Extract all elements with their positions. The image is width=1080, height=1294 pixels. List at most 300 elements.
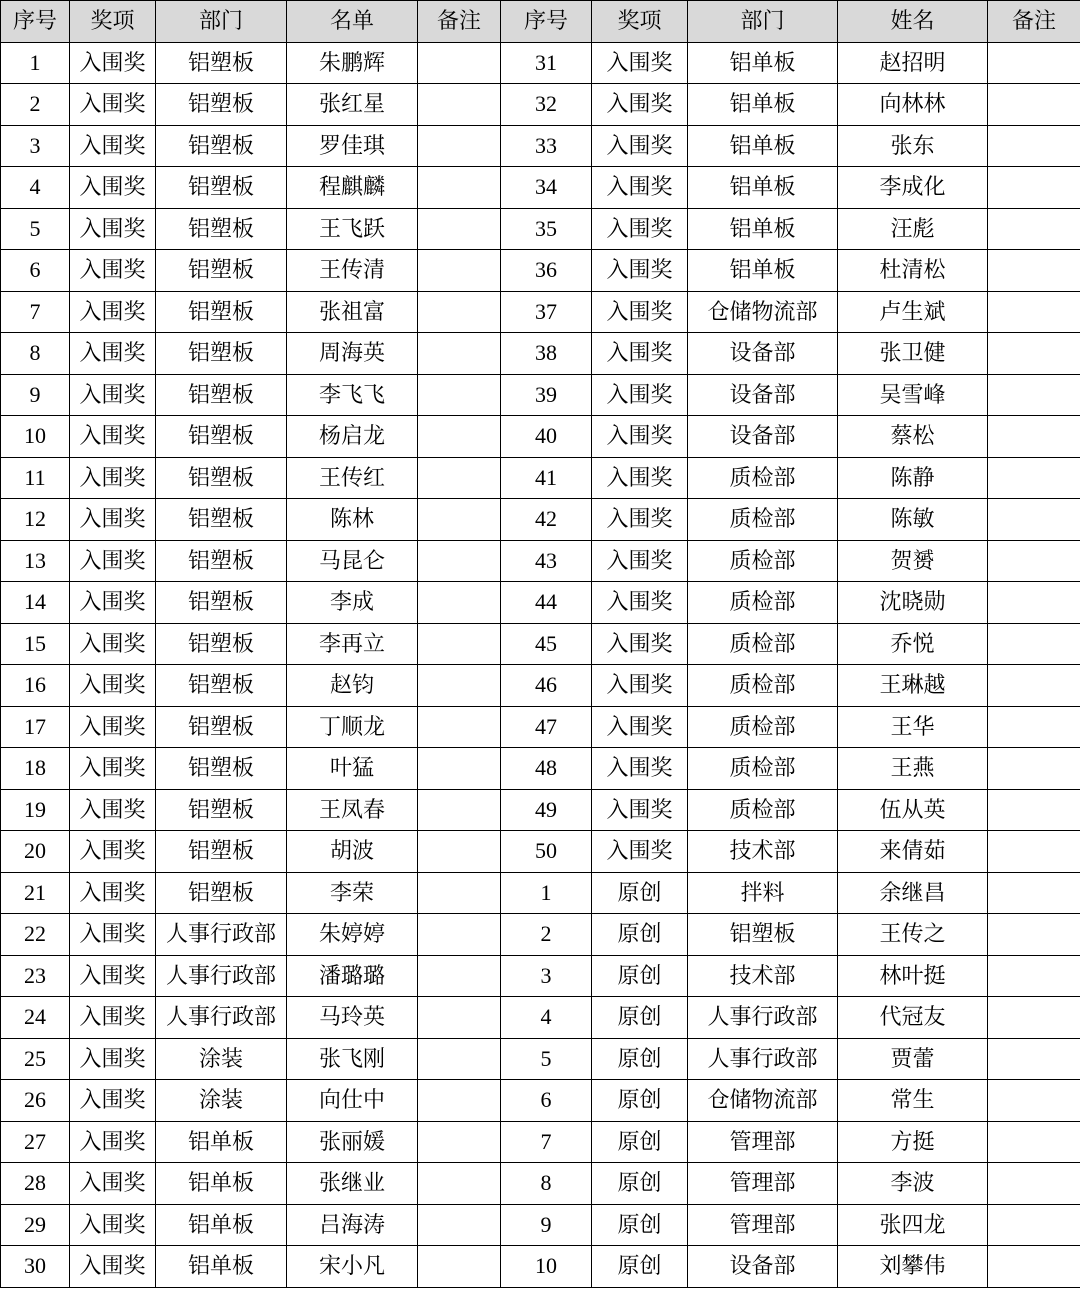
- cell-seq-right: 3: [501, 955, 592, 997]
- cell-note-left: [418, 914, 501, 956]
- cell-award-left: 入围奖: [70, 706, 156, 748]
- cell-award-left: 入围奖: [70, 208, 156, 250]
- cell-award-left: 入围奖: [70, 1038, 156, 1080]
- cell-name-right: 常生: [838, 1080, 988, 1122]
- cell-award-left: 入围奖: [70, 1121, 156, 1163]
- cell-note-left: [418, 84, 501, 126]
- cell-seq-left: 24: [1, 997, 70, 1039]
- table-row: [1, 955, 1080, 997]
- cell-seq-right: 48: [501, 748, 592, 790]
- cell-name-left: 潘璐璐: [287, 955, 418, 997]
- cell-seq-left: 11: [1, 457, 70, 499]
- cell-name-right: 伍从英: [838, 789, 988, 831]
- cell-name-left: 向仕中: [287, 1080, 418, 1122]
- cell-name-right: 贺赟: [838, 540, 988, 582]
- cell-name-right: 陈静: [838, 457, 988, 499]
- cell-seq-left: 14: [1, 582, 70, 624]
- cell-note-left: [418, 457, 501, 499]
- cell-dept-right: 质检部: [688, 748, 838, 790]
- cell-note-right: [988, 1246, 1080, 1288]
- cell-note-left: [418, 416, 501, 458]
- cell-dept-right: 铝单板: [688, 84, 838, 126]
- cell-award-right: 入围奖: [592, 748, 688, 790]
- cell-seq-right: 49: [501, 789, 592, 831]
- cell-dept-right: 技术部: [688, 955, 838, 997]
- cell-note-right: [988, 167, 1080, 209]
- cell-name-right: 张四龙: [838, 1204, 988, 1246]
- cell-name-right: 李成化: [838, 167, 988, 209]
- cell-name-left: 程麒麟: [287, 167, 418, 209]
- cell-note-left: [418, 208, 501, 250]
- table-row: [1, 582, 1080, 624]
- cell-dept-right: 管理部: [688, 1121, 838, 1163]
- cell-dept-left: 铝塑板: [156, 665, 287, 707]
- cell-dept-right: 质检部: [688, 623, 838, 665]
- cell-dept-right: 管理部: [688, 1204, 838, 1246]
- cell-seq-left: 18: [1, 748, 70, 790]
- cell-award-right: 原创: [592, 872, 688, 914]
- cell-award-left: 入围奖: [70, 84, 156, 126]
- cell-dept-left: 人事行政部: [156, 955, 287, 997]
- cell-seq-left: 25: [1, 1038, 70, 1080]
- cell-name-left: 李荣: [287, 872, 418, 914]
- table-row: [1, 1121, 1080, 1163]
- cell-dept-left: 铝塑板: [156, 499, 287, 541]
- cell-note-right: [988, 1163, 1080, 1205]
- cell-dept-left: 铝塑板: [156, 416, 287, 458]
- cell-name-left: 张红星: [287, 84, 418, 126]
- table-row: [1, 914, 1080, 956]
- cell-award-right: 原创: [592, 1121, 688, 1163]
- cell-dept-left: 铝塑板: [156, 84, 287, 126]
- cell-dept-left: 铝塑板: [156, 872, 287, 914]
- cell-dept-left: 铝单板: [156, 1163, 287, 1205]
- cell-note-right: [988, 789, 1080, 831]
- cell-dept-left: 铝塑板: [156, 374, 287, 416]
- cell-name-right: 李波: [838, 1163, 988, 1205]
- cell-award-right: 入围奖: [592, 208, 688, 250]
- cell-award-left: 入围奖: [70, 623, 156, 665]
- cell-award-right: 原创: [592, 1038, 688, 1080]
- cell-name-left: 李再立: [287, 623, 418, 665]
- cell-award-right: 入围奖: [592, 499, 688, 541]
- cell-dept-right: 铝单板: [688, 125, 838, 167]
- cell-dept-right: 铝单板: [688, 208, 838, 250]
- header-dept-left: 部门: [156, 1, 287, 43]
- cell-seq-right: 35: [501, 208, 592, 250]
- cell-seq-left: 30: [1, 1246, 70, 1288]
- cell-dept-right: 管理部: [688, 1163, 838, 1205]
- cell-award-right: 入围奖: [592, 167, 688, 209]
- cell-seq-right: 40: [501, 416, 592, 458]
- cell-name-left: 丁顺龙: [287, 706, 418, 748]
- cell-dept-left: 铝塑板: [156, 42, 287, 84]
- cell-name-left: 宋小凡: [287, 1246, 418, 1288]
- cell-name-left: 王传红: [287, 457, 418, 499]
- cell-name-left: 吕海涛: [287, 1204, 418, 1246]
- cell-name-left: 杨启龙: [287, 416, 418, 458]
- cell-award-left: 入围奖: [70, 748, 156, 790]
- cell-dept-left: 铝塑板: [156, 748, 287, 790]
- cell-award-right: 入围奖: [592, 706, 688, 748]
- cell-award-right: 入围奖: [592, 623, 688, 665]
- cell-dept-right: 设备部: [688, 1246, 838, 1288]
- cell-award-right: 原创: [592, 1163, 688, 1205]
- cell-seq-left: 12: [1, 499, 70, 541]
- cell-award-right: 原创: [592, 997, 688, 1039]
- cell-name-left: 朱鹏辉: [287, 42, 418, 84]
- cell-seq-right: 32: [501, 84, 592, 126]
- cell-dept-left: 铝单板: [156, 1204, 287, 1246]
- cell-dept-left: 铝塑板: [156, 167, 287, 209]
- cell-note-right: [988, 125, 1080, 167]
- cell-note-right: [988, 416, 1080, 458]
- cell-name-right: 蔡松: [838, 416, 988, 458]
- cell-award-right: 入围奖: [592, 125, 688, 167]
- header-note-right: 备注: [988, 1, 1080, 43]
- cell-seq-right: 34: [501, 167, 592, 209]
- header-award-right: 奖项: [592, 1, 688, 43]
- cell-dept-left: 铝塑板: [156, 540, 287, 582]
- table-row: [1, 125, 1080, 167]
- header-note-left: 备注: [418, 1, 501, 43]
- cell-award-left: 入围奖: [70, 250, 156, 292]
- cell-award-right: 入围奖: [592, 831, 688, 873]
- cell-award-right: 入围奖: [592, 291, 688, 333]
- cell-seq-left: 1: [1, 42, 70, 84]
- cell-award-right: 原创: [592, 1246, 688, 1288]
- table-row: [1, 374, 1080, 416]
- cell-dept-left: 铝塑板: [156, 582, 287, 624]
- cell-seq-right: 37: [501, 291, 592, 333]
- cell-note-left: [418, 706, 501, 748]
- cell-dept-left: 铝塑板: [156, 457, 287, 499]
- cell-name-left: 陈林: [287, 499, 418, 541]
- cell-dept-right: 质检部: [688, 540, 838, 582]
- cell-dept-right: 技术部: [688, 831, 838, 873]
- cell-award-right: 原创: [592, 1204, 688, 1246]
- table-row: [1, 872, 1080, 914]
- cell-name-left: 张飞刚: [287, 1038, 418, 1080]
- cell-seq-left: 26: [1, 1080, 70, 1122]
- cell-note-left: [418, 291, 501, 333]
- cell-dept-right: 人事行政部: [688, 997, 838, 1039]
- cell-dept-left: 铝塑板: [156, 789, 287, 831]
- cell-dept-left: 铝塑板: [156, 333, 287, 375]
- cell-name-right: 向林林: [838, 84, 988, 126]
- table-row: [1, 540, 1080, 582]
- cell-seq-right: 47: [501, 706, 592, 748]
- cell-note-right: [988, 291, 1080, 333]
- cell-name-right: 吴雪峰: [838, 374, 988, 416]
- cell-dept-left: 铝塑板: [156, 831, 287, 873]
- cell-seq-left: 21: [1, 872, 70, 914]
- cell-note-left: [418, 499, 501, 541]
- cell-award-left: 入围奖: [70, 789, 156, 831]
- cell-seq-right: 50: [501, 831, 592, 873]
- cell-seq-right: 8: [501, 1163, 592, 1205]
- cell-seq-left: 2: [1, 84, 70, 126]
- table-row: [1, 42, 1080, 84]
- cell-note-left: [418, 1163, 501, 1205]
- cell-seq-right: 4: [501, 997, 592, 1039]
- cell-seq-right: 33: [501, 125, 592, 167]
- cell-name-right: 来倩茹: [838, 831, 988, 873]
- cell-award-right: 原创: [592, 1080, 688, 1122]
- cell-seq-left: 6: [1, 250, 70, 292]
- table-row: [1, 499, 1080, 541]
- header-name-right: 姓名: [838, 1, 988, 43]
- cell-award-left: 入围奖: [70, 333, 156, 375]
- cell-dept-right: 质检部: [688, 706, 838, 748]
- cell-note-right: [988, 250, 1080, 292]
- cell-name-right: 陈敏: [838, 499, 988, 541]
- cell-seq-left: 28: [1, 1163, 70, 1205]
- cell-award-right: 入围奖: [592, 250, 688, 292]
- cell-seq-left: 27: [1, 1121, 70, 1163]
- cell-note-left: [418, 540, 501, 582]
- cell-name-right: 卢生斌: [838, 291, 988, 333]
- cell-note-left: [418, 831, 501, 873]
- cell-note-right: [988, 1121, 1080, 1163]
- cell-award-left: 入围奖: [70, 167, 156, 209]
- cell-seq-right: 42: [501, 499, 592, 541]
- cell-note-left: [418, 582, 501, 624]
- cell-seq-right: 45: [501, 623, 592, 665]
- cell-seq-right: 5: [501, 1038, 592, 1080]
- cell-award-left: 入围奖: [70, 831, 156, 873]
- cell-award-left: 入围奖: [70, 1163, 156, 1205]
- cell-award-right: 入围奖: [592, 416, 688, 458]
- cell-seq-right: 41: [501, 457, 592, 499]
- cell-dept-left: 铝塑板: [156, 250, 287, 292]
- cell-dept-right: 质检部: [688, 582, 838, 624]
- table-row: [1, 706, 1080, 748]
- cell-note-left: [418, 1038, 501, 1080]
- cell-award-right: 原创: [592, 914, 688, 956]
- cell-note-left: [418, 1246, 501, 1288]
- cell-seq-left: 13: [1, 540, 70, 582]
- cell-dept-right: 铝塑板: [688, 914, 838, 956]
- table-body: [1, 42, 1080, 1287]
- cell-note-right: [988, 623, 1080, 665]
- cell-note-right: [988, 831, 1080, 873]
- cell-award-right: 入围奖: [592, 582, 688, 624]
- cell-seq-left: 17: [1, 706, 70, 748]
- table-row: [1, 665, 1080, 707]
- cell-dept-left: 人事行政部: [156, 914, 287, 956]
- cell-name-left: 胡波: [287, 831, 418, 873]
- cell-note-right: [988, 1204, 1080, 1246]
- cell-seq-right: 9: [501, 1204, 592, 1246]
- cell-award-left: 入围奖: [70, 125, 156, 167]
- cell-seq-right: 36: [501, 250, 592, 292]
- table-row: [1, 333, 1080, 375]
- cell-seq-right: 38: [501, 333, 592, 375]
- cell-note-right: [988, 706, 1080, 748]
- cell-name-left: 马玲英: [287, 997, 418, 1039]
- header-seq-right: 序号: [501, 1, 592, 43]
- cell-dept-right: 质检部: [688, 665, 838, 707]
- cell-dept-right: 设备部: [688, 416, 838, 458]
- cell-name-left: 王传清: [287, 250, 418, 292]
- cell-name-right: 王华: [838, 706, 988, 748]
- cell-award-right: 入围奖: [592, 374, 688, 416]
- cell-seq-left: 5: [1, 208, 70, 250]
- cell-seq-left: 16: [1, 665, 70, 707]
- cell-note-right: [988, 457, 1080, 499]
- cell-award-left: 入围奖: [70, 997, 156, 1039]
- table-row: [1, 1163, 1080, 1205]
- cell-dept-right: 质检部: [688, 789, 838, 831]
- cell-award-left: 入围奖: [70, 42, 156, 84]
- cell-note-right: [988, 582, 1080, 624]
- table-row: [1, 291, 1080, 333]
- cell-award-left: 入围奖: [70, 540, 156, 582]
- cell-note-left: [418, 125, 501, 167]
- cell-name-right: 汪彪: [838, 208, 988, 250]
- cell-seq-left: 10: [1, 416, 70, 458]
- table-row: [1, 416, 1080, 458]
- cell-dept-right: 拌料: [688, 872, 838, 914]
- cell-note-right: [988, 540, 1080, 582]
- cell-award-left: 入围奖: [70, 291, 156, 333]
- cell-seq-left: 15: [1, 623, 70, 665]
- cell-seq-right: 6: [501, 1080, 592, 1122]
- cell-note-right: [988, 914, 1080, 956]
- cell-award-left: 入围奖: [70, 416, 156, 458]
- cell-note-right: [988, 1080, 1080, 1122]
- cell-seq-right: 2: [501, 914, 592, 956]
- cell-name-right: 王燕: [838, 748, 988, 790]
- table-row: [1, 457, 1080, 499]
- cell-dept-left: 铝塑板: [156, 291, 287, 333]
- cell-note-left: [418, 250, 501, 292]
- cell-dept-right: 铝单板: [688, 42, 838, 84]
- cell-name-right: 刘攀伟: [838, 1246, 988, 1288]
- cell-note-left: [418, 872, 501, 914]
- cell-dept-left: 涂装: [156, 1080, 287, 1122]
- cell-name-left: 李飞飞: [287, 374, 418, 416]
- cell-note-left: [418, 1204, 501, 1246]
- cell-award-right: 原创: [592, 955, 688, 997]
- cell-note-right: [988, 665, 1080, 707]
- table-row: [1, 167, 1080, 209]
- cell-seq-right: 1: [501, 872, 592, 914]
- cell-name-right: 张卫健: [838, 333, 988, 375]
- cell-note-right: [988, 374, 1080, 416]
- cell-award-left: 入围奖: [70, 499, 156, 541]
- cell-note-left: [418, 748, 501, 790]
- cell-award-left: 入围奖: [70, 1246, 156, 1288]
- cell-name-left: 李成: [287, 582, 418, 624]
- table-row: [1, 789, 1080, 831]
- cell-dept-left: 铝塑板: [156, 125, 287, 167]
- cell-note-right: [988, 1038, 1080, 1080]
- cell-name-right: 王传之: [838, 914, 988, 956]
- table-row: [1, 208, 1080, 250]
- header-award-left: 奖项: [70, 1, 156, 43]
- cell-note-left: [418, 1080, 501, 1122]
- cell-award-left: 入围奖: [70, 872, 156, 914]
- table-row: [1, 250, 1080, 292]
- cell-seq-left: 22: [1, 914, 70, 956]
- cell-award-left: 入围奖: [70, 1204, 156, 1246]
- cell-award-right: 入围奖: [592, 42, 688, 84]
- cell-name-right: 乔悦: [838, 623, 988, 665]
- cell-note-right: [988, 84, 1080, 126]
- cell-name-right: 杜清松: [838, 250, 988, 292]
- cell-seq-left: 9: [1, 374, 70, 416]
- cell-dept-right: 铝单板: [688, 250, 838, 292]
- cell-note-right: [988, 997, 1080, 1039]
- cell-award-left: 入围奖: [70, 1080, 156, 1122]
- table-row: [1, 1080, 1080, 1122]
- cell-note-left: [418, 374, 501, 416]
- cell-note-right: [988, 748, 1080, 790]
- cell-note-left: [418, 167, 501, 209]
- cell-note-right: [988, 333, 1080, 375]
- cell-note-right: [988, 208, 1080, 250]
- cell-dept-right: 质检部: [688, 499, 838, 541]
- table-row: [1, 1038, 1080, 1080]
- cell-note-right: [988, 872, 1080, 914]
- cell-seq-left: 29: [1, 1204, 70, 1246]
- cell-dept-left: 铝塑板: [156, 208, 287, 250]
- cell-name-right: 代冠友: [838, 997, 988, 1039]
- cell-note-left: [418, 1121, 501, 1163]
- cell-name-left: 叶猛: [287, 748, 418, 790]
- cell-note-right: [988, 955, 1080, 997]
- cell-name-right: 方挺: [838, 1121, 988, 1163]
- cell-name-left: 张丽媛: [287, 1121, 418, 1163]
- cell-name-right: 王琳越: [838, 665, 988, 707]
- cell-dept-right: 人事行政部: [688, 1038, 838, 1080]
- cell-seq-left: 4: [1, 167, 70, 209]
- cell-name-left: 王飞跃: [287, 208, 418, 250]
- cell-dept-left: 铝塑板: [156, 706, 287, 748]
- cell-award-right: 入围奖: [592, 333, 688, 375]
- cell-award-right: 入围奖: [592, 789, 688, 831]
- cell-note-right: [988, 499, 1080, 541]
- cell-seq-left: 23: [1, 955, 70, 997]
- cell-award-left: 入围奖: [70, 914, 156, 956]
- cell-seq-right: 10: [501, 1246, 592, 1288]
- cell-award-right: 入围奖: [592, 540, 688, 582]
- cell-name-right: 赵招明: [838, 42, 988, 84]
- cell-note-left: [418, 665, 501, 707]
- cell-award-right: 入围奖: [592, 665, 688, 707]
- cell-dept-right: 设备部: [688, 374, 838, 416]
- cell-note-left: [418, 955, 501, 997]
- table-row: [1, 1246, 1080, 1288]
- cell-seq-left: 7: [1, 291, 70, 333]
- cell-seq-left: 8: [1, 333, 70, 375]
- table-row: [1, 997, 1080, 1039]
- cell-name-left: 王凤春: [287, 789, 418, 831]
- table-row: [1, 623, 1080, 665]
- cell-name-right: 余继昌: [838, 872, 988, 914]
- cell-seq-right: 31: [501, 42, 592, 84]
- cell-note-left: [418, 623, 501, 665]
- cell-award-right: 入围奖: [592, 457, 688, 499]
- cell-seq-right: 7: [501, 1121, 592, 1163]
- cell-dept-left: 铝塑板: [156, 623, 287, 665]
- cell-name-left: 张继业: [287, 1163, 418, 1205]
- header-dept-right: 部门: [688, 1, 838, 43]
- header-name-left: 名单: [287, 1, 418, 43]
- cell-dept-left: 铝单板: [156, 1121, 287, 1163]
